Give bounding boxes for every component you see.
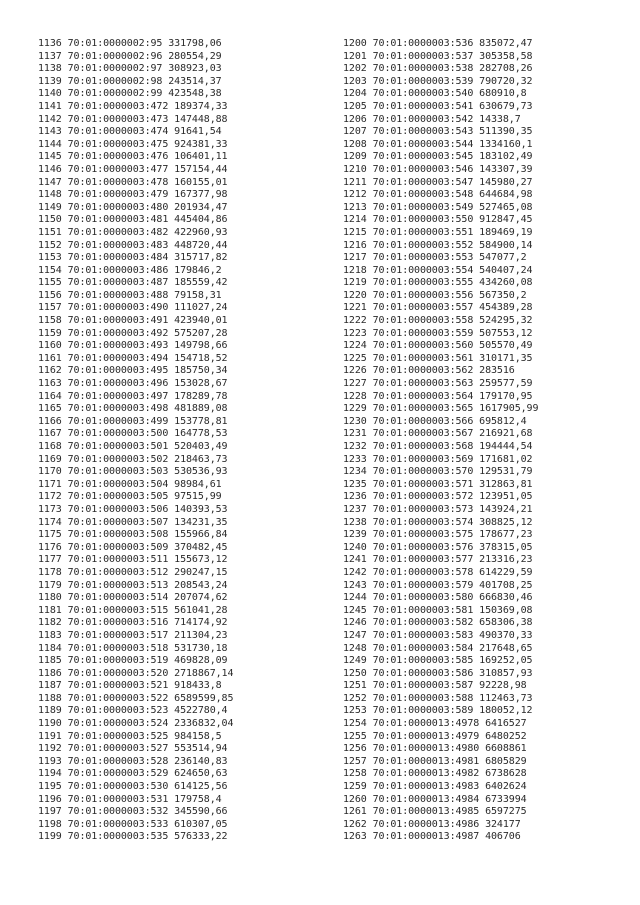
- record-row: 1212 70:01:0000003:548 644684,98: [343, 189, 533, 201]
- record-row: 1235 70:01:0000003:571 312863,81: [343, 478, 533, 490]
- record-row: 1140 70:01:0000002:99 423548,38: [38, 88, 222, 100]
- record-row: 1234 70:01:0000003:570 129531,79: [343, 466, 533, 478]
- record-row: 1239 70:01:0000003:575 178677,23: [343, 529, 533, 541]
- record-row: 1166 70:01:0000003:499 153778,81: [38, 415, 228, 427]
- record-row: 1225 70:01:0000003:561 310171,35: [343, 352, 533, 364]
- record-row: 1258 70:01:0000013:4982 6738628: [343, 768, 527, 780]
- record-row: 1202 70:01:0000003:538 282708,26: [343, 63, 533, 75]
- record-row: 1179 70:01:0000003:513 208543,24: [38, 579, 228, 591]
- record-row: 1211 70:01:0000003:547 145980,27: [343, 176, 533, 188]
- record-row: 1190 70:01:0000003:524 2336832,04: [38, 718, 234, 730]
- record-row: 1203 70:01:0000003:539 790720,32: [343, 75, 533, 87]
- record-row: 1246 70:01:0000003:582 658306,38: [343, 617, 533, 629]
- record-row: 1136 70:01:0000002:95 331798,06: [38, 38, 222, 49]
- record-row: 1228 70:01:0000003:564 179170,95: [343, 390, 533, 402]
- record-row: 1242 70:01:0000003:578 614229,59: [343, 566, 533, 578]
- record-row: 1155 70:01:0000003:487 185559,42: [38, 277, 228, 289]
- record-row: 1248 70:01:0000003:584 217648,65: [343, 642, 533, 654]
- record-row: 1172 70:01:0000003:505 97515,99: [38, 491, 222, 503]
- record-row: 1175 70:01:0000003:508 155966,84: [38, 529, 228, 541]
- record-row: 1183 70:01:0000003:517 211304,23: [38, 629, 228, 641]
- record-row: 1214 70:01:0000003:550 912847,45: [343, 214, 533, 226]
- record-row: 1178 70:01:0000003:512 290247,15: [38, 566, 228, 578]
- record-row: 1188 70:01:0000003:522 6589599,85: [38, 692, 234, 704]
- record-row: 1257 70:01:0000013:4981 6805829: [343, 755, 527, 767]
- record-row: 1261 70:01:0000013:4985 6597275: [343, 806, 527, 818]
- record-row: 1220 70:01:0000003:556 567350,2: [343, 289, 527, 301]
- record-row: 1165 70:01:0000003:498 481889,08: [38, 403, 228, 415]
- record-row: 1210 70:01:0000003:546 143307,39: [343, 163, 533, 175]
- record-row: 1209 70:01:0000003:545 183102,49: [343, 151, 533, 163]
- record-row: 1181 70:01:0000003:515 561041,28: [38, 604, 228, 616]
- record-row: 1148 70:01:0000003:479 167377,98: [38, 189, 228, 201]
- record-row: 1150 70:01:0000003:481 445404,86: [38, 214, 228, 226]
- record-row: 1217 70:01:0000003:553 547077,2: [343, 252, 527, 264]
- record-row: 1177 70:01:0000003:511 155673,12: [38, 554, 228, 566]
- record-row: 1255 70:01:0000013:4979 6480252: [343, 730, 527, 742]
- record-row: 1160 70:01:0000003:493 149798,66: [38, 340, 228, 352]
- record-row: 1182 70:01:0000003:516 714174,92: [38, 617, 228, 629]
- record-row: 1213 70:01:0000003:549 527465,08: [343, 201, 533, 213]
- record-row: 1164 70:01:0000003:497 178289,78: [38, 390, 228, 402]
- record-row: 1240 70:01:0000003:576 378315,05: [343, 541, 533, 553]
- record-row: 1138 70:01:0000002:97 308923,03: [38, 63, 222, 75]
- record-row: 1139 70:01:0000002:98 243514,37: [38, 75, 222, 87]
- record-row: 1224 70:01:0000003:560 505570,49: [343, 340, 533, 352]
- record-row: 1215 70:01:0000003:551 189469,19: [343, 226, 533, 238]
- record-row: 1185 70:01:0000003:519 469828,09: [38, 655, 228, 667]
- record-row: 1216 70:01:0000003:552 584900,14: [343, 239, 533, 251]
- record-row: 1254 70:01:0000013:4978 6416527: [343, 718, 527, 730]
- record-row: 1193 70:01:0000003:528 236140,83: [38, 755, 228, 767]
- record-row: 1147 70:01:0000003:478 160155,01: [38, 176, 228, 188]
- record-row: 1153 70:01:0000003:484 315717,82: [38, 252, 228, 264]
- record-row: 1200 70:01:0000003:536 835072,47: [343, 38, 533, 49]
- record-row: 1260 70:01:0000013:4984 6733994: [343, 793, 527, 805]
- record-row: 1143 70:01:0000003:474 91641,54: [38, 126, 222, 138]
- record-row: 1169 70:01:0000003:502 218463,73: [38, 453, 228, 465]
- record-row: 1189 70:01:0000003:523 4522780,4: [38, 705, 228, 717]
- record-row: 1195 70:01:0000003:530 614125,56: [38, 781, 228, 793]
- record-row: 1221 70:01:0000003:557 454389,28: [343, 302, 533, 314]
- record-row: 1144 70:01:0000003:475 924381,33: [38, 138, 228, 150]
- record-row: 1174 70:01:0000003:507 134231,35: [38, 516, 228, 528]
- record-row: 1161 70:01:0000003:494 154718,52: [38, 352, 228, 364]
- record-row: 1151 70:01:0000003:482 422960,93: [38, 226, 228, 238]
- record-row: 1252 70:01:0000003:588 112463,73: [343, 692, 533, 704]
- record-row: 1152 70:01:0000003:483 448720,44: [38, 239, 228, 251]
- record-row: 1259 70:01:0000013:4983 6402624: [343, 781, 527, 793]
- record-row: 1251 70:01:0000003:587 92228,98: [343, 680, 527, 692]
- record-row: 1230 70:01:0000003:566 695812,4: [343, 415, 527, 427]
- record-row: 1245 70:01:0000003:581 150369,08: [343, 604, 533, 616]
- record-row: 1158 70:01:0000003:491 423940,01: [38, 315, 228, 327]
- record-row: 1194 70:01:0000003:529 624650,63: [38, 768, 228, 780]
- record-row: 1142 70:01:0000003:473 147448,88: [38, 113, 228, 125]
- record-row: 1206 70:01:0000003:542 14338,7: [343, 113, 521, 125]
- record-row: 1244 70:01:0000003:580 666830,46: [343, 592, 533, 604]
- record-row: 1191 70:01:0000003:525 984158,5: [38, 730, 222, 742]
- record-row: 1207 70:01:0000003:543 511390,35: [343, 126, 533, 138]
- record-row: 1146 70:01:0000003:477 157154,44: [38, 163, 228, 175]
- record-row: 1168 70:01:0000003:501 520403,49: [38, 441, 228, 452]
- record-row: 1180 70:01:0000003:514 207074,62: [38, 592, 228, 604]
- record-row: 1186 70:01:0000003:520 2718867,14: [38, 667, 234, 679]
- record-row: 1167 70:01:0000003:500 164778,53: [38, 428, 228, 440]
- record-row: 1233 70:01:0000003:569 171681,02: [343, 453, 533, 465]
- record-row: 1199 70:01:0000003:535 576333,22: [38, 831, 228, 843]
- record-row: 1171 70:01:0000003:504 98984,61: [38, 478, 222, 490]
- record-row: 1156 70:01:0000003:488 79158,31: [38, 289, 222, 301]
- record-row: 1176 70:01:0000003:509 370482,45: [38, 541, 228, 553]
- record-row: 1238 70:01:0000003:574 308825,12: [343, 516, 533, 528]
- record-row: 1247 70:01:0000003:583 490370,33: [343, 629, 533, 641]
- left-column: [38, 38, 233, 844]
- record-row: 1208 70:01:0000003:544 1334160,1: [343, 138, 533, 150]
- record-row: 1205 70:01:0000003:541 630679,73: [343, 100, 533, 112]
- record-row: 1187 70:01:0000003:521 918433,8: [38, 680, 222, 692]
- record-row: 1157 70:01:0000003:490 111027,24: [38, 302, 228, 314]
- record-row: 1237 70:01:0000003:573 143924,21: [343, 503, 533, 515]
- record-row: 1163 70:01:0000003:496 153028,67: [38, 378, 228, 390]
- record-row: 1231 70:01:0000003:567 216921,68: [343, 428, 533, 440]
- record-row: 1236 70:01:0000003:572 123951,05: [343, 491, 533, 503]
- record-row: 1232 70:01:0000003:568 194444,54: [343, 441, 533, 452]
- record-row: 1159 70:01:0000003:492 575207,28: [38, 327, 228, 339]
- record-row: 1218 70:01:0000003:554 540407,24: [343, 264, 533, 276]
- record-row: 1223 70:01:0000003:559 507553,12: [343, 327, 533, 339]
- right-column: [343, 38, 538, 844]
- record-row: 1262 70:01:0000013:4986 324177: [343, 818, 521, 830]
- record-row: 1162 70:01:0000003:495 185750,34: [38, 365, 228, 377]
- record-row: 1145 70:01:0000003:476 106401,11: [38, 151, 228, 163]
- record-row: 1222 70:01:0000003:558 524295,32: [343, 315, 533, 327]
- record-row: 1149 70:01:0000003:480 201934,47: [38, 201, 228, 213]
- record-row: 1196 70:01:0000003:531 179758,4: [38, 793, 222, 805]
- record-row: 1263 70:01:0000013:4987 406706: [343, 831, 521, 843]
- record-row: 1249 70:01:0000003:585 169252,05: [343, 655, 533, 667]
- record-row: 1201 70:01:0000003:537 305358,58: [343, 50, 533, 62]
- record-row: 1173 70:01:0000003:506 140393,53: [38, 503, 228, 515]
- record-row: 1204 70:01:0000003:540 680910,8: [343, 88, 527, 100]
- record-row: 1241 70:01:0000003:577 213316,23: [343, 554, 533, 566]
- record-row: 1243 70:01:0000003:579 401708,25: [343, 579, 533, 591]
- record-row: 1256 70:01:0000013:4980 6608861: [343, 743, 527, 755]
- record-row: 1170 70:01:0000003:503 530536,93: [38, 466, 228, 478]
- record-row: 1197 70:01:0000003:532 345590,66: [38, 806, 228, 818]
- record-row: 1227 70:01:0000003:563 259577,59: [343, 378, 533, 390]
- record-row: 1253 70:01:0000003:589 180052,12: [343, 705, 533, 717]
- record-row: 1137 70:01:0000002:96 280554,29: [38, 50, 222, 62]
- record-row: 1192 70:01:0000003:527 553514,94: [38, 743, 228, 755]
- record-row: 1184 70:01:0000003:518 531730,18: [38, 642, 228, 654]
- record-row: 1198 70:01:0000003:533 610307,05: [38, 818, 228, 830]
- record-row: 1141 70:01:0000003:472 189374,33: [38, 100, 228, 112]
- record-row: 1229 70:01:0000003:565 1617905,99: [343, 403, 539, 415]
- record-row: 1154 70:01:0000003:486 179846,2: [38, 264, 222, 276]
- record-row: 1250 70:01:0000003:586 310857,93: [343, 667, 533, 679]
- record-row: 1226 70:01:0000003:562 283516: [343, 365, 515, 377]
- record-row: 1219 70:01:0000003:555 434260,08: [343, 277, 533, 289]
